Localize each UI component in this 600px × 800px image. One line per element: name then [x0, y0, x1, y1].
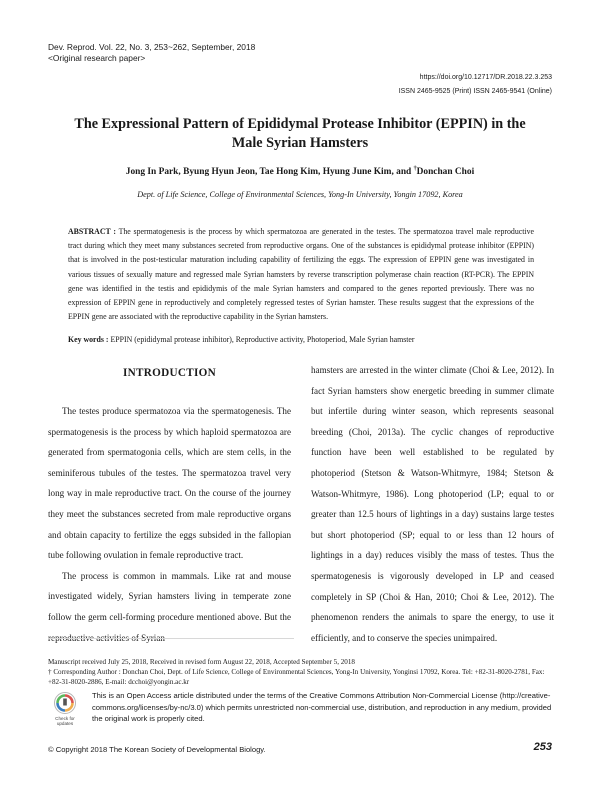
- abstract-text: The spermatogenesis is the process by which spermatozoa are generated in the testes. The spermatozoa travel male reproductive tract during which they meet many substances secreted from reproductive organs. One of the substances is epididymal protease inhibitor (EPPIN) that is involved in the post-testicular maturation including capability of fertilizing the eggs. The expression of EPPIN gene was investigated in various tissues of sexually mature and regressed male Syrian hamsters by reverse transcription polymerase chain reaction (RT-PCR). The EPPIN gene was identified in the testis and epididymis of the male Syrian hamsters and compared to the genes reported previously. There was no expression of EPPIN gene in reproductively and completely regressed testes of Syrian hamster. These results suggest that the expressions of the EPPIN gene are associated with the reproductive capability in the Syrian hamsters.: [68, 227, 534, 322]
- footnotes: [48, 657, 556, 688]
- journal-header: [48, 42, 255, 64]
- copyright: © Copyright 2018 The Korean Society of Developmental Biology.: [48, 745, 266, 754]
- license-statement: This is an Open Access article distributed under the terms of the Creative Commons Attribution Non-Commercial License (http://creative-commons.org/licenses/by-nc/3.0) which permits unrestricted non-commercial use, distribution, and reproduction in any medium, provided the original work is properly cited.: [92, 691, 552, 724]
- title-line-1: The Expressional Pattern of Epididymal Protease Inhibitor (EPPIN) in the: [74, 116, 526, 132]
- footnote-divider: [48, 638, 294, 639]
- affiliation: Dept. of Life Science, College of Environmental Sciences, Yong-In University, Yongin 17092, Korea: [137, 190, 463, 199]
- journal-citation: Dev. Reprod. Vol. 22, No. 3, 253~262, September, 2018: [48, 42, 256, 52]
- body-left-column: [48, 363, 291, 648]
- keywords: [68, 334, 534, 346]
- page-number: 253: [533, 741, 552, 753]
- check-for-updates-label[interactable]: Check for updates: [55, 716, 75, 727]
- keywords-text: EPPIN (epididymal protease inhibitor), Reproductive activity, Photoperiod, Male Syrian hamster: [110, 335, 415, 344]
- body-right-column: [311, 360, 554, 648]
- keywords-label: Key words :: [68, 335, 109, 344]
- identifier-block: [399, 71, 552, 99]
- paper-type: <Original research paper>: [48, 53, 146, 63]
- author-list: [60, 166, 540, 177]
- section-heading: INTRODUCTION: [122, 367, 217, 379]
- body-paragraph: The process is common in mammals. Like rat and mouse investigated widely, Syrian hamsters living in temperate zone follow the germ cell-forming procedure mentioned above. But the reproductive activities of Syrian: [48, 570, 291, 643]
- body-paragraph: hamsters are arrested in the winter climate (Choi & Lee, 2012). In fact Syrian hamsters show energetic breeding in summer climate but infertile during winter season, which represents seasonal breeding (Choi, 2013a). The cyclic changes of reproductive function have been well established to be regulated by photoperiod (Stetson & Watson-Whitmyre, 1984; Stetson & Watson-Whitmyre, 1986). Long photoperiod (LP; equal to or greater than 12.5 hours of lightings in a day) sustains large testes but short photoperiod (SP; equal to or less than 12 hours of lightings in a day) reduces visibly the mass of testes. Thus the spermatogenesis is vigorously developed in LP and ceased completely in SP (Choi & Han, 2010; Choi & Lee, 2012). The phenomenon renders the animals to spare the energy, to use it efficiently, and to conserve the species unimpaired.: [311, 365, 554, 643]
- title-line-2: Male Syrian Hamsters: [231, 135, 369, 151]
- body-paragraph: The testes produce spermatozoa via the spermatogenesis. The spermatogenesis is the process by which haploid spermatozoa are generated from spermatogonia cells, which are stem cells, in the seminiferous tubules of the testes. The spermatozoa travel very long way in male reproductive tract. On the course of the journey they meet the substances secreted from male reproductive organs and obtain capacity to fertilize the eggs subsided in the fallopian tube following ovulation in female reproductive tract.: [48, 406, 291, 561]
- corresponding-footnote: † Corresponding Author : Donchan Choi, Dept. of Life Science, College of Environmental Sciences, Yong-In University, Yonginsi 17092, Korea. Tel: +82-31-8020-2781, Fax: +82-31-8020-2886, E-mail: dcchoi@yongin.ac.kr: [48, 668, 545, 687]
- doi-link[interactable]: https://doi.org/10.12717/DR.2018.22.3.253: [419, 74, 552, 81]
- abstract: [68, 225, 534, 324]
- manuscript-dates: Manuscript received July 25, 2018, Received in revised form August 22, 2018, Accepted September 5, 2018: [48, 658, 355, 666]
- corresponding-author: Donchan Choi: [416, 167, 475, 178]
- paper-title: [60, 115, 540, 153]
- issn: ISSN 2465-9525 (Print) ISSN 2465-9541 (Online): [398, 88, 552, 95]
- abstract-label: ABSTRACT :: [68, 227, 116, 236]
- corresponding-mark: †: [413, 166, 417, 172]
- authors-text: Jong In Park, Byung Hyun Jeon, Tae Hong Kim, Hyung June Kim, and: [125, 167, 412, 178]
